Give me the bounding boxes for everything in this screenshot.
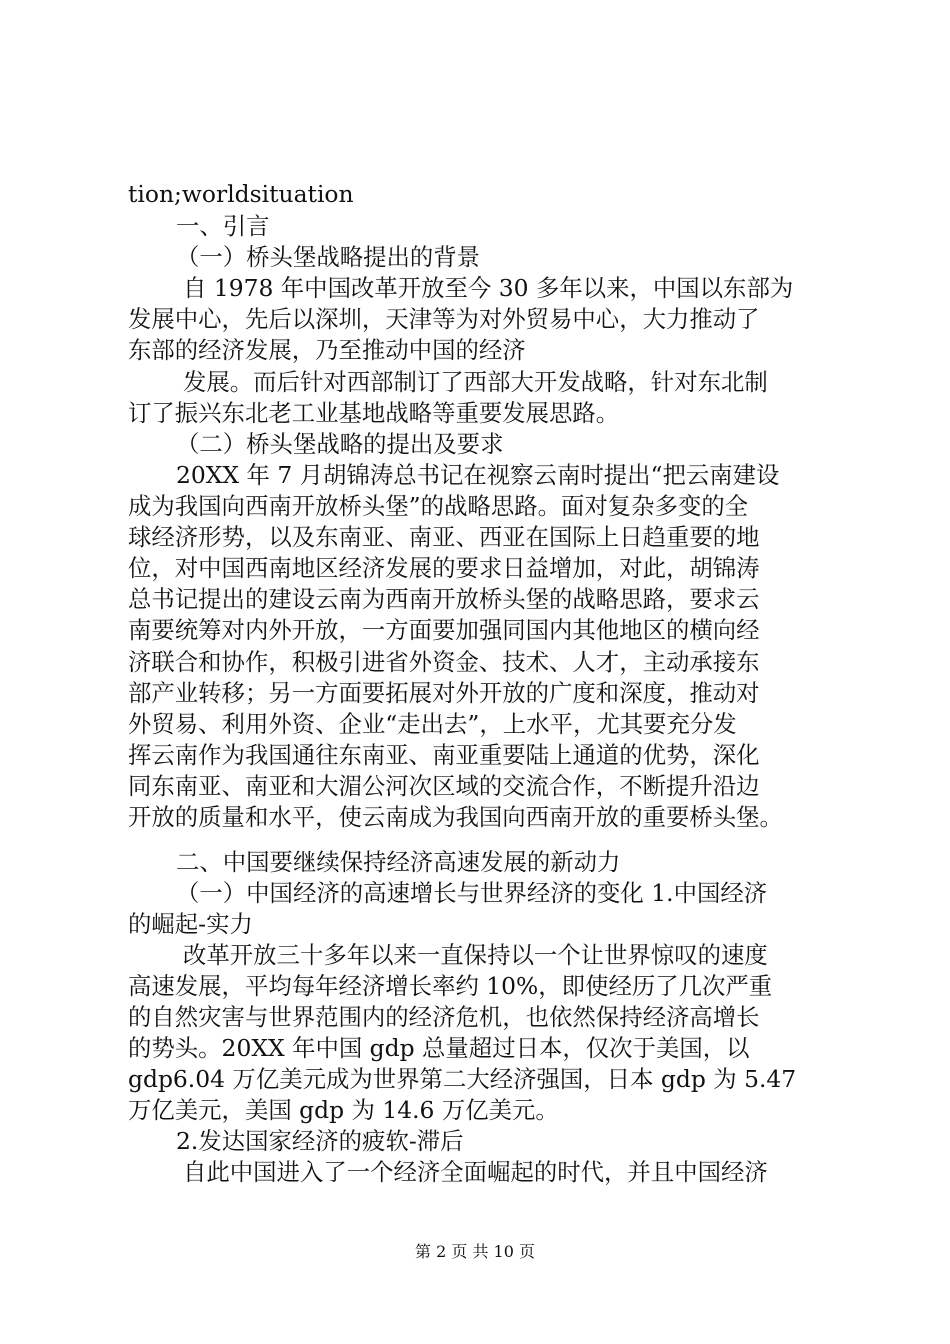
text-line: 的崛起-实力 (128, 910, 253, 938)
section-heading: 一、引言 (176, 212, 270, 240)
text-line: 发展中心，先后以深圳，天津等为对外贸易中心，大力推动了 (128, 305, 760, 333)
text-line: 20XX 年 7 月胡锦涛总书记在视察云南时提出“把云南建设 (176, 461, 780, 489)
section-heading: 二、中国要继续保持经济高速发展的新动力 (176, 848, 621, 876)
text-line: 位，对中国西南地区经济发展的要求日益增加，对此，胡锦涛 (128, 554, 760, 582)
text-line: 自 1978 年中国改革开放至今 30 多年以来，中国以东部为 (183, 274, 794, 302)
subsection-heading: （一）中国经济的高速增长与世界经济的变化 1.中国经济 (176, 879, 768, 907)
text-line: 改革开放三十多年以来一直保持以一个让世界惊叹的速度 (183, 941, 768, 969)
text-line: 总书记提出的建设云南为西南开放桥头堡的战略思路，要求云 (128, 585, 760, 613)
text-line: 南要统筹对内外开放，一方面要加强同国内其他地区的横向经 (128, 616, 760, 644)
text-line: gdp6.04 万亿美元成为世界第二大经济强国，日本 gdp 为 5.47 (128, 1065, 797, 1093)
page-footer: 第 2 页 共 10 页 (415, 1242, 535, 1261)
text-line: 成为我国向西南开放桥头堡”的战略思路。面对复杂多变的全 (128, 492, 749, 520)
text-line: 发展。而后针对西部制订了西部大开发战略，针对东北制 (183, 368, 768, 396)
text-line: tion;worldsituation (128, 180, 354, 208)
text-line: 自此中国进入了一个经济全面崛起的时代，并且中国经济 (183, 1158, 768, 1186)
subsection-heading: （一）桥头堡战略提出的背景 (176, 243, 481, 271)
text-line: 高速发展，平均每年经济增长率约 10%，即使经历了几次严重 (128, 972, 773, 1000)
text-line: 订了振兴东北老工业基地战略等重要发展思路。 (128, 399, 620, 427)
text-line: 球经济形势，以及东南亚、南亚、西亚在国际上日趋重要的地 (128, 523, 760, 551)
text-line: 同东南亚、南亚和大湄公河次区域的交流合作，不断提升沿边 (128, 772, 760, 800)
subsection-heading: （二）桥头堡战略的提出及要求 (176, 430, 504, 458)
text-line: 的自然灾害与世界范围内的经济危机，也依然保持经济高增长 (128, 1003, 760, 1031)
text-line: 开放的质量和水平，使云南成为我国向西南开放的重要桥头堡。 (128, 803, 783, 831)
text-line: 济联合和协作，积极引进省外资金、技术、人才，主动承接东 (128, 648, 760, 676)
subsection-heading: 2.发达国家经济的疲软-滞后 (176, 1127, 464, 1155)
text-line: 部产业转移；另一方面要拓展对外开放的广度和深度，推动对 (128, 679, 760, 707)
text-line: 万亿美元，美国 gdp 为 14.6 万亿美元。 (128, 1096, 559, 1124)
text-line: 东部的经济发展，乃至推动中国的经济 (128, 336, 526, 364)
text-line: 的势头。20XX 年中国 gdp 总量超过日本，仅次于美国，以 (128, 1034, 750, 1062)
text-line: 挥云南作为我国通往东南亚、南亚重要陆上通道的优势，深化 (128, 741, 760, 769)
text-line: 外贸易、利用外资、企业“走出去”，上水平，尤其要充分发 (128, 710, 737, 738)
